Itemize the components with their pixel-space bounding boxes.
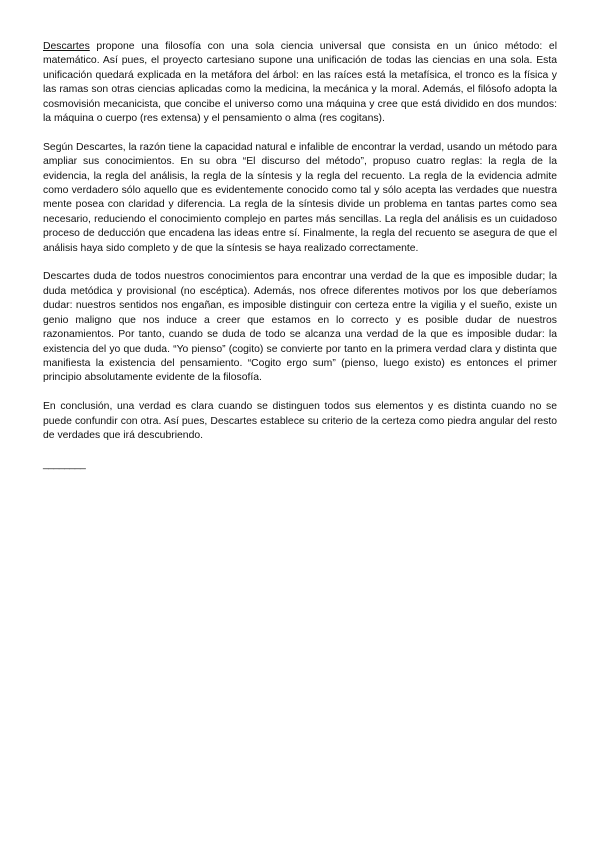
paragraph-conclusion: En conclusión, una verdad es clara cuando se distinguen todos sus elementos y es distinta cuando no se puede confundir con otra. Así pues, Descartes establece su criterio de la certeza como piedra angular del resto de verdades que irá descubriendo. xyxy=(43,401,557,441)
paragraph-four-rules: Según Descartes, la razón tiene la capacidad natural e infalible de encontrar la verdad, usando un método para ampliar sus conocimientos. En su obra “El discurso del método”, propuso cuatro reglas: la regla de la evidencia, la regla del análisis, la regla de la síntesis y la regla del recuento. La regla de la evidencia admite como verdadero sólo aquello que es evidentemente conocido como tal y sólo acepta las verdades que nuestra mente posea con claridad y diferencia. La regla de la síntesis divide un problema en tantas partes como sea necesario, reduciendo el conocimiento complejo en partes más sencillas. La regla del análisis es un cuidadoso proceso de deducción que encadena las ideas entre sí. Finalmente, la regla del recuento se asegura de que el análisis haya sido completo y de que la síntesis se haya realizado correctamente. xyxy=(43,141,557,254)
paragraph-descartes-method xyxy=(43,40,557,126)
paragraph-methodic-doubt: Descartes duda de todos nuestros conocimientos para encontrar una verdad de la que es imposible dudar; la duda metódica y provisional (no escéptica). Además, nos ofrece diferentes motivos por los que deberíamos dudar: nuestros sentidos nos engañan, es imposible distinguir con certeza entre la vigilia y el sueño, existe un genio maligno que nos induce a creer que estamos en lo correcto y es posible dudar de nuestros razonamientos. Por tanto, cuando se duda de todo se alcanza una verdad de la que es imposible dudar: la existencia del yo que duda. “Yo pienso” (cogito) se convierte por tanto en la primera verdad clara y distinta que manifiesta la existencia del pensamiento. “Cogito ergo sum” (pienso, luego existo) es entonces el primer principio absolutamente evidente de la filosofía. xyxy=(43,271,557,384)
descartes-link[interactable]: Descartes xyxy=(43,41,90,52)
end-separator: ________ xyxy=(43,458,86,470)
paragraph-1-text: propone una filosofía con una sola ciencia universal que consista en un único método: el matemático. Así pues, el proyecto cartesiano supone una unificación de todas las ciencias en una sola. Esta unificación quedará explicada en la metáfora del árbol: en las raíces está la metafísica, el tronco es la física y las ramas son otras ciencias aplicadas como la medicina, la mecánica y la moral. Además, el filósofo adopta la cosmovisión mecanicista, que concibe el universo como una máquina y cree que está dividido en dos mundos: la máquina o cuerpo (res extensa) y el pensamiento o alma (res cogitans). xyxy=(43,41,557,125)
document-page xyxy=(43,40,557,472)
